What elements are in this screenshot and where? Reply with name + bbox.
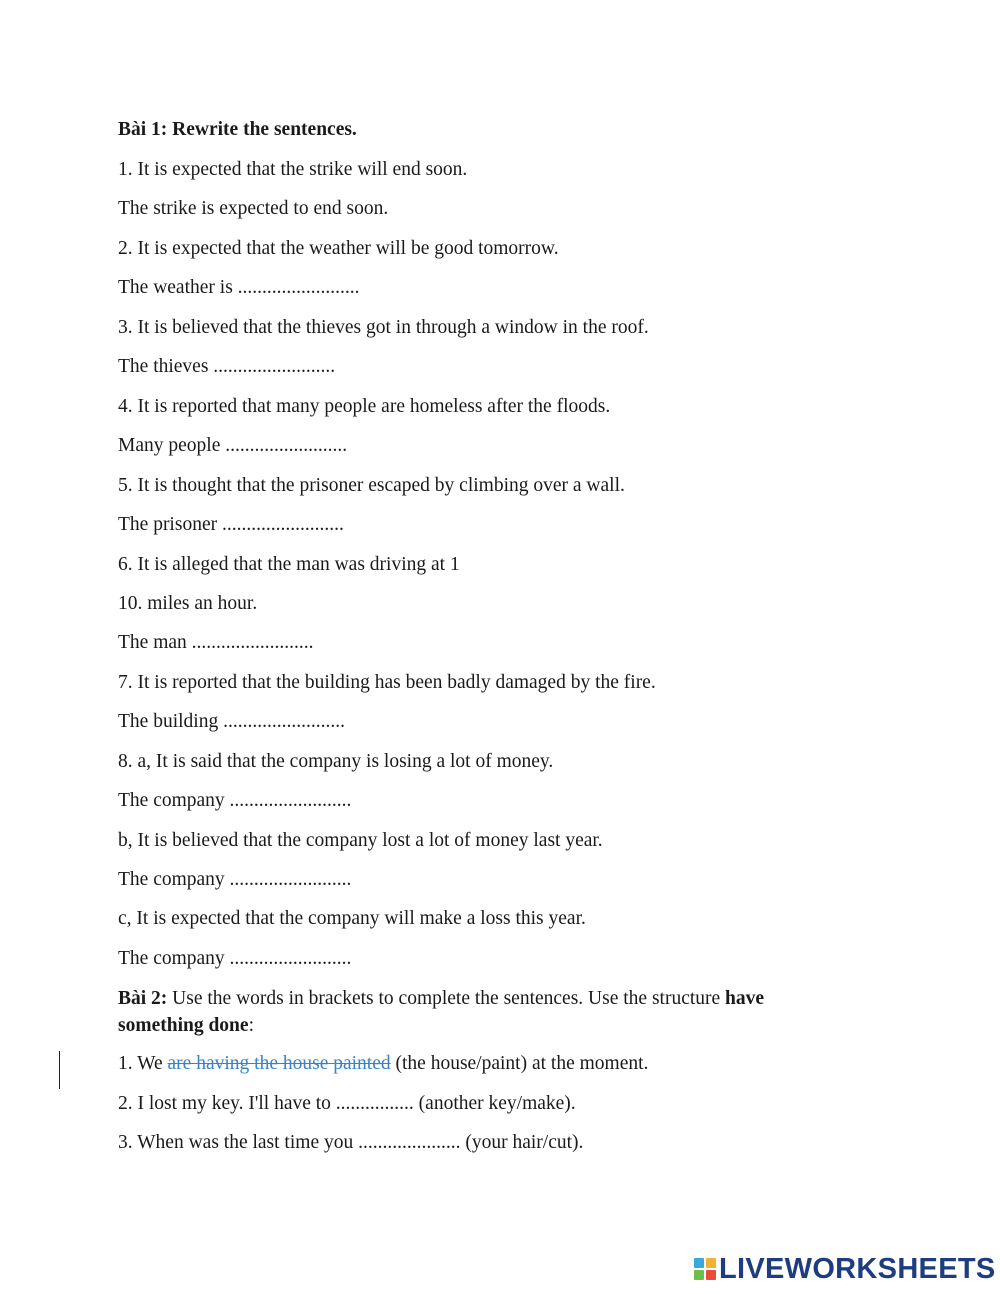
ex1-line: b, It is believed that the company lost a lot of money last year.	[118, 830, 603, 851]
ex1-line: c, It is expected that the company will make a loss this year.	[118, 908, 586, 929]
logo-mark-icon	[694, 1258, 716, 1280]
ex1-answer-blank[interactable]: The company .........................	[118, 869, 352, 890]
ex1-answer-blank[interactable]: The man .........................	[118, 632, 314, 653]
ex2-item-1	[118, 1051, 648, 1077]
logo-mark-square	[694, 1258, 704, 1268]
logo-mark-square	[706, 1270, 716, 1280]
ex1-line: 1. It is expected that the strike will end soon.	[118, 159, 468, 180]
ex2-item-1-suffix: (the house/paint) at the moment.	[390, 1053, 649, 1074]
exercise2-heading	[118, 985, 838, 1039]
ex1-line: 10. miles an hour.	[118, 593, 258, 614]
logo-wordmark: LIVEWORKSHEETS	[719, 1253, 996, 1285]
ex1-answer-blank[interactable]: The weather is .........................	[118, 277, 360, 298]
ex1-answer-blank[interactable]: The building .........................	[118, 711, 345, 732]
exercise2-structure: have something done	[118, 988, 765, 1036]
ex1-answer-blank[interactable]: The company .........................	[118, 790, 352, 811]
ex1-line: The strike is expected to end soon.	[118, 198, 389, 219]
ex2-item-3[interactable]: 3. When was the last time you ..................... (your hair/cut).	[118, 1132, 584, 1153]
logo-mark-square	[694, 1270, 704, 1280]
ex1-answer-blank[interactable]: The prisoner .........................	[118, 514, 344, 535]
ex1-line: 4. It is reported that many people are homeless after the floods.	[118, 396, 611, 417]
ex2-item-2[interactable]: 2. I lost my key. I'll have to ................ (another key/make).	[118, 1093, 576, 1114]
change-marker	[59, 1051, 60, 1089]
liveworksheets-logo	[694, 1253, 996, 1285]
ex1-answer-blank[interactable]: Many people .........................	[118, 435, 348, 456]
logo-mark-square	[706, 1258, 716, 1268]
exercise1-heading: Bài 1: Rewrite the sentences.	[118, 119, 357, 140]
ex2-item-1-prefix: 1. We	[118, 1053, 168, 1074]
ex1-line: 3. It is believed that the thieves got in through a window in the roof.	[118, 317, 649, 338]
ex1-line: 2. It is expected that the weather will be good tomorrow.	[118, 238, 559, 259]
ex1-answer-blank[interactable]: The company .........................	[118, 948, 352, 969]
ex1-answer-blank[interactable]: The thieves .........................	[118, 356, 336, 377]
ex1-line: 6. It is alleged that the man was driving at 1	[118, 554, 460, 575]
exercise2-instruction: Use the words in brackets to complete the sentences. Use the structure	[167, 988, 726, 1009]
ex2-item-1-answer[interactable]: are having the house painted	[167, 1053, 391, 1074]
ex1-line: 8. a, It is said that the company is losing a lot of money.	[118, 751, 554, 772]
exercise2-label: Bài 2:	[118, 988, 168, 1009]
ex1-line: 5. It is thought that the prisoner escaped by climbing over a wall.	[118, 475, 625, 496]
exercise2-colon: :	[248, 1015, 254, 1036]
ex1-line: 7. It is reported that the building has been badly damaged by the fire.	[118, 672, 656, 693]
